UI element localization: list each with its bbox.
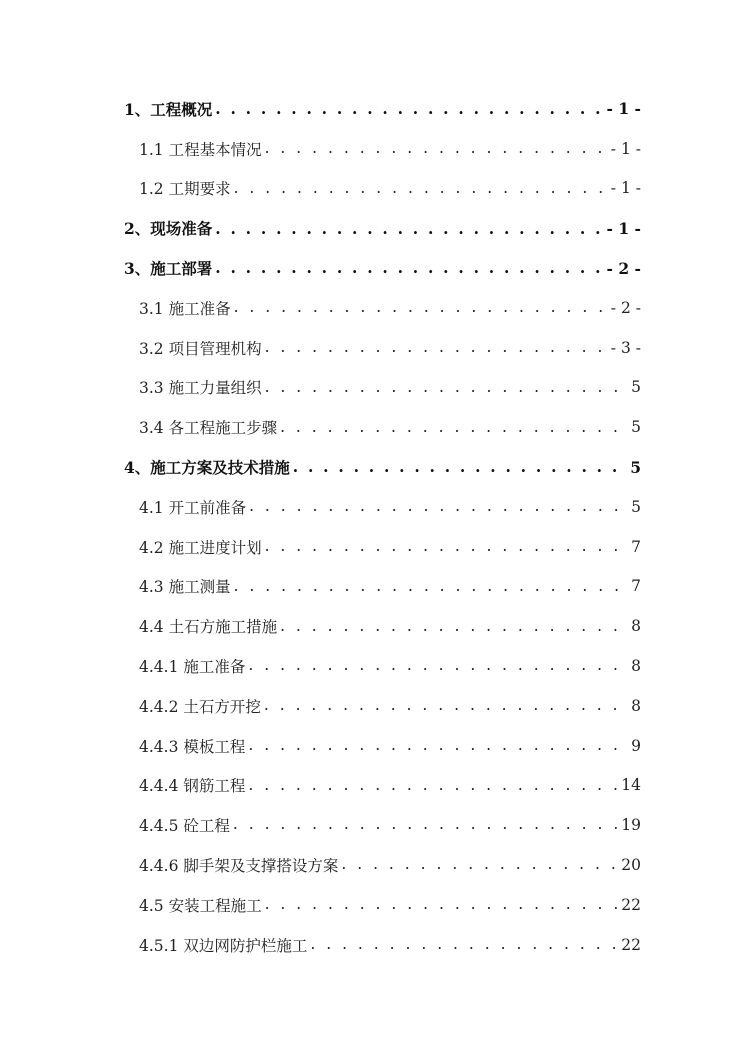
toc-entry-title: 4.4 土石方施工措施: [139, 618, 278, 637]
toc-entry[interactable]: [0, 766, 744, 806]
toc-page-number: - 2 -: [610, 298, 641, 317]
toc-entry[interactable]: [0, 885, 744, 925]
toc-entry-title: 4.4.6 脚手架及支撑搭设方案: [139, 857, 339, 876]
toc-entry-title: 1.1 工程基本情况: [139, 140, 262, 159]
toc-dot-leader: [264, 698, 628, 714]
toc-entry[interactable]: [0, 89, 744, 129]
toc-entry-title: 4.4.3 模板工程: [139, 737, 246, 756]
toc-dot-leader: [280, 619, 628, 635]
toc-entry[interactable]: [0, 646, 744, 686]
toc-page-number: 8: [631, 617, 641, 636]
toc-entry-title: 4、施工方案及技术措施: [124, 458, 290, 478]
toc-entry[interactable]: [0, 208, 744, 248]
toc-page-number: 7: [631, 537, 641, 556]
toc-entry[interactable]: [0, 328, 744, 368]
toc-page-number: 8: [631, 657, 641, 676]
toc-page-number: 9: [631, 736, 641, 755]
toc-entry-title: 3.1 施工准备: [139, 299, 231, 318]
toc-entry-title: 4.4.5 砼工程: [139, 817, 230, 836]
toc-dot-leader: [248, 778, 618, 794]
toc-dot-leader: [265, 340, 608, 356]
toc-entry-title: 3、施工部署: [124, 259, 213, 279]
toc-page-number: 5: [630, 457, 641, 477]
toc-dot-leader: [215, 260, 603, 276]
toc-entry[interactable]: [0, 925, 744, 965]
toc-dot-leader: [215, 101, 603, 117]
toc-page-number: - 1 -: [606, 99, 641, 119]
toc-dot-leader: [248, 658, 628, 674]
toc-entry[interactable]: [0, 248, 744, 288]
toc-dot-leader: [265, 380, 629, 396]
toc-entry-title: 4.5.1 双边网防护栏施工: [139, 936, 308, 955]
toc-page-number: 5: [631, 497, 641, 516]
toc-dot-leader: [265, 141, 608, 157]
toc-entry[interactable]: [0, 527, 744, 567]
toc-entry-title: 4.3 施工测量: [139, 578, 231, 597]
toc-entry-title: 1、工程概况: [124, 99, 213, 119]
toc-dot-leader: [234, 181, 608, 197]
toc-dot-leader: [265, 539, 629, 555]
toc-page-number: - 3 -: [610, 338, 641, 357]
toc-dot-leader: [248, 738, 628, 754]
toc-page-number: 7: [631, 577, 641, 596]
toc-entry[interactable]: [0, 169, 744, 209]
toc-entry[interactable]: [0, 368, 744, 408]
toc-entry-title: 3.4 各工程施工步骤: [139, 419, 278, 438]
toc-dot-leader: [341, 857, 618, 873]
toc-page-number: 22: [621, 935, 641, 954]
toc-entry-title: 3.3 施工力量组织: [139, 379, 262, 398]
toc-entry-title: 4.5 安装工程施工: [139, 896, 262, 915]
toc-entry[interactable]: [0, 129, 744, 169]
table-of-contents: [0, 89, 744, 965]
toc-page-number: 20: [621, 856, 641, 875]
toc-entry[interactable]: [0, 686, 744, 726]
toc-dot-leader: [234, 579, 629, 595]
toc-dot-leader: [249, 499, 628, 515]
toc-dot-leader: [215, 221, 603, 237]
toc-dot-leader: [234, 300, 608, 316]
toc-entry-title: 4.4.2 土石方开挖: [139, 697, 261, 716]
toc-entry[interactable]: [0, 805, 744, 845]
toc-dot-leader: [310, 937, 618, 953]
toc-page-number: 19: [621, 816, 641, 835]
toc-page-number: 22: [621, 895, 641, 914]
toc-dot-leader: [233, 817, 618, 833]
toc-entry-title: 4.4.1 施工准备: [139, 658, 246, 677]
toc-entry[interactable]: [0, 567, 744, 607]
toc-entry-title: 3.2 项目管理机构: [139, 339, 262, 358]
toc-page-number: 14: [621, 776, 641, 795]
toc-page-number: - 1 -: [610, 139, 641, 158]
toc-page-number: - 2 -: [606, 258, 641, 278]
toc-dot-leader: [280, 420, 628, 436]
toc-page-number: 5: [631, 418, 641, 437]
toc-page-number: 5: [631, 378, 641, 397]
toc-entry[interactable]: [0, 447, 744, 487]
toc-dot-leader: [293, 459, 627, 475]
toc-entry-title: 4.2 施工进度计划: [139, 538, 262, 557]
toc-page-number: - 1 -: [606, 218, 641, 238]
toc-entry[interactable]: [0, 845, 744, 885]
toc-entry[interactable]: [0, 288, 744, 328]
toc-entry-title: 4.1 开工前准备: [139, 498, 247, 517]
toc-page-number: - 1 -: [610, 179, 641, 198]
toc-entry[interactable]: [0, 407, 744, 447]
toc-entry[interactable]: [0, 606, 744, 646]
toc-entry[interactable]: [0, 487, 744, 527]
toc-dot-leader: [265, 897, 619, 913]
toc-entry-title: 1.2 工期要求: [139, 180, 231, 199]
toc-page-number: 8: [631, 696, 641, 715]
toc-entry[interactable]: [0, 726, 744, 766]
toc-entry-title: 4.4.4 钢筋工程: [139, 777, 246, 796]
toc-entry-title: 2、现场准备: [124, 219, 213, 239]
